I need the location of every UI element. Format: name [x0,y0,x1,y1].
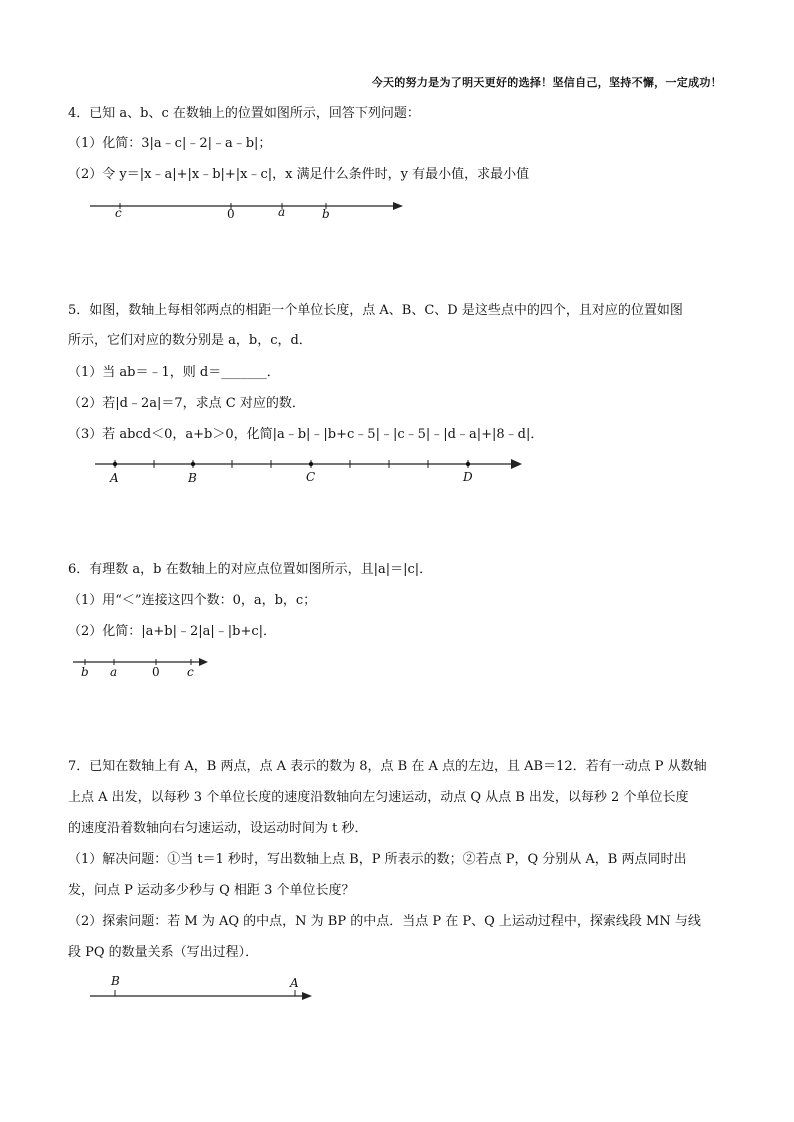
q6-part2: （2）化简：|a+b|﹣2|a|﹣|b+c|． [68,624,277,639]
q5-stem-line1: 5．如图，数轴上每相邻两点的相距一个单位长度，点 A、B、C、D 是这些点中的四个，且对应的位置如图 [68,303,683,318]
q5-part2: （2）若|d﹣2a|＝7，求点 C 对应的数． [68,396,305,411]
q5-label-B: B [188,471,197,485]
q7-part1-line1: （1）解决问题：①当 t＝1 秒时，写出数轴上点 B，P 所表示的数；②若点 P，Q 分别从 A，B 两点同时出 [68,852,687,867]
q7-part2-line1: （2）探索问题：若 M 为 AQ 的中点，N 为 BP 的中点．当点 P 在 P、Q 上运动过程中，探索线段 MN 与线 [68,914,701,929]
page-header-motto: 今天的努力是为了明天更好的选择！坚信自己，坚持不懈，一定成功！ [371,76,722,89]
q4-label-c: c [115,206,122,220]
q4-label-0: 0 [227,207,235,221]
q6-label-a: a [110,665,118,679]
q7-stem-line1: 7．已知在数轴上有 A，B 两点，点 A 表示的数为 8，点 B 在 A 点的左边，且 AB＝12．若有一动点 P 从数轴 [68,759,707,774]
q5-stem-line2: 所示，它们对应的数分别是 a，b，c，d． [68,333,312,348]
q6-number-line-figure [70,652,215,680]
q5-number-line-figure [90,452,530,488]
q6-part1: （1）用“＜”连接这四个数：0，a，b，c； [68,593,317,608]
q7-number-line-figure [85,970,320,1010]
q6-label-0: 0 [152,665,160,679]
q5-label-C: C [306,470,316,484]
q4-part1: （1）化简：3|a﹣c|﹣2|﹣a﹣b|； [68,136,272,151]
q6-label-c: c [187,665,194,679]
q7-label-B: B [111,974,120,988]
q4-part2: （2）令 y＝|x﹣a|+|x﹣b|+|x﹣c|，x 满足什么条件时，y 有最小值，求最小值 [68,167,530,182]
q4-label-b: b [322,207,330,221]
q7-part2-line2: 段 PQ 的数量关系（写出过程）． [68,945,259,960]
q4-label-a: a [278,205,286,219]
q4-number-line-figure [85,196,410,226]
q7-label-A: A [290,976,299,990]
q5-part3: （3）若 abcd＜0，a+b＞0，化简|a﹣b|﹣|b+c﹣5|﹣|c﹣5|﹣|d﹣a|+|8﹣d|． [68,427,544,442]
q4-stem: 4．已知 a、b、c 在数轴上的位置如图所示，回答下列问题： [68,106,420,121]
q7-stem-line3: 的速度沿着数轴向右匀速运动，设运动时间为 t 秒． [68,821,368,836]
q7-stem-line2: 上点 A 出发，以每秒 3 个单位长度的速度沿数轴向左匀速运动，动点 Q 从点 B 出发，以每秒 2 个单位长度 [68,790,689,805]
q5-label-A: A [110,471,119,485]
q6-stem: 6．有理数 a，b 在数轴上的对应点位置如图所示，且|a|＝|c|． [68,562,433,577]
q7-part1-line2: 发，问点 P 运动多少秒与 Q 相距 3 个单位长度？ [68,883,355,898]
q5-label-D: D [463,470,473,484]
q6-label-b: b [81,665,89,679]
q5-part1: （1）当 ab＝﹣1，则 d＝_______． [68,365,280,380]
